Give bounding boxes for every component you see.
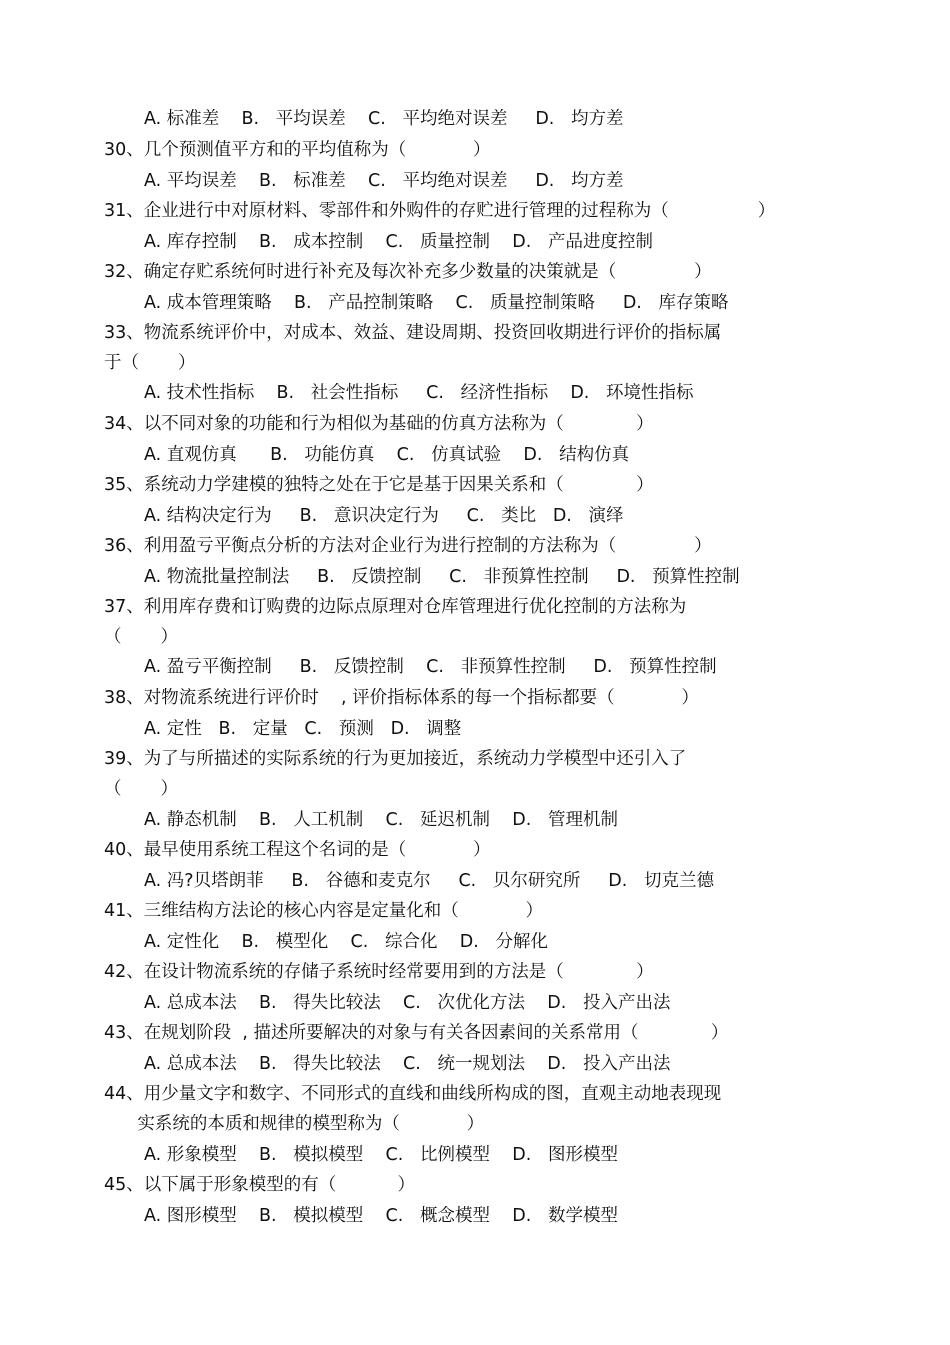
question-line: 43、在规划阶段 , 描述所要解决的对象与有关各因素间的关系常用（ ） (104, 1023, 729, 1043)
question-line: 41、三维结构方法论的核心内容是定量化和（ ） (104, 901, 544, 921)
options-line: A. 成本管理策略 B. 产品控制策略 C. 质量控制策略 D. 库存策略 (144, 293, 729, 313)
options-line: A. 结构决定行为 B. 意识决定行为 C. 类比 D. 演绎 (144, 506, 624, 526)
options-line: A. 盈亏平衡控制 B. 反馈控制 C. 非预算性控制 D. 预算性控制 (144, 657, 717, 677)
options-line: A. 库存控制 B. 成本控制 C. 质量控制 D. 产品进度控制 (144, 232, 653, 252)
question-line: 40、最早使用系统工程这个名词的是（ ） (104, 840, 491, 860)
options-line: A. 平均误差 B. 标准差 C. 平均绝对误差 D. 均方差 (144, 171, 624, 191)
options-line: A. 物流批量控制法 B. 反馈控制 C. 非预算性控制 D. 预算性控制 (144, 567, 740, 587)
question-line: 32、确定存贮系统何时进行补充及每次补充多少数量的决策就是（ ） (104, 262, 712, 282)
question-line: 33、物流系统评价中，对成本、效益、建设周期、投资回收期进行评价的指标属 (104, 323, 722, 343)
options-line: A. 定性 B. 定量 C. 预测 D. 调整 (144, 719, 462, 739)
question-line: 35、系统动力学建模的独特之处在于它是基于因果关系和（ ） (104, 475, 654, 495)
question-line: 31、企业进行中对原材料、零部件和外购件的存贮进行管理的过程称为（ ） (104, 201, 776, 221)
options-line: A. 冯?贝塔朗菲 B. 谷德和麦克尔 C. 贝尔研究所 D. 切克兰德 (144, 871, 714, 891)
question-line: 30、几个预测值平方和的平均值称为（ ） (104, 140, 491, 160)
options-line: A. 技术性指标 B. 社会性指标 C. 经济性指标 D. 环境性指标 (144, 383, 694, 403)
options-line: A. 形象模型 B. 模拟模型 C. 比例模型 D. 图形模型 (144, 1145, 618, 1165)
question-line: 42、在设计物流系统的存储子系统时经常要用到的方法是（ ） (104, 962, 654, 982)
question-continuation: 于（ ） (104, 353, 196, 373)
options-line: A. 总成本法 B. 得失比较法 C. 统一规划法 D. 投入产出法 (144, 1054, 671, 1074)
options-line: A. 直观仿真 B. 功能仿真 C. 仿真试验 D. 结构仿真 (144, 445, 630, 465)
question-line: 34、以不同对象的功能和行为相似为基础的仿真方法称为（ ） (104, 414, 654, 434)
options-line: A. 图形模型 B. 模拟模型 C. 概念模型 D. 数学模型 (144, 1206, 618, 1226)
question-line: 44、用少量文字和数字、不同形式的直线和曲线所构成的图，直观主动地表现现 (104, 1084, 722, 1104)
options-line: A. 标准差 B. 平均误差 C. 平均绝对误差 D. 均方差 (144, 109, 624, 129)
options-line: A. 总成本法 B. 得失比较法 C. 次优化方法 D. 投入产出法 (144, 993, 671, 1013)
question-line: 45、以下属于形象模型的有（ ） (104, 1175, 415, 1195)
question-line: 38、对物流系统进行评价时 , 评价指标体系的每一个指标都要（ ） (104, 688, 699, 708)
question-continuation: 实系统的本质和规律的模型称为（ ） (104, 1114, 485, 1134)
options-line: A. 静态机制 B. 人工机制 C. 延迟机制 D. 管理机制 (144, 810, 618, 830)
question-continuation: （ ） (104, 779, 178, 799)
question-line: 36、利用盈亏平衡点分析的方法对企业行为进行控制的方法称为（ ） (104, 536, 712, 556)
options-line: A. 定性化 B. 模型化 C. 综合化 D. 分解化 (144, 932, 548, 952)
question-line: 39、为了与所描述的实际系统的行为更加接近，系统动力学模型中还引入了 (104, 749, 687, 769)
question-line: 37、利用库存费和订购费的边际点原理对仓库管理进行优化控制的方法称为 (104, 597, 687, 617)
question-continuation: （ ） (104, 627, 178, 647)
